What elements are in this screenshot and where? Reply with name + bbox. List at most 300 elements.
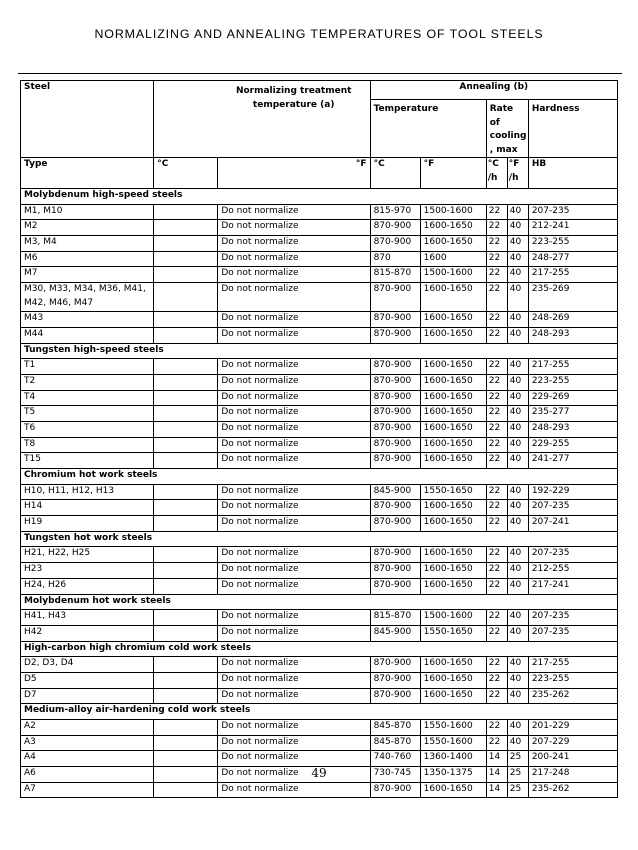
- anneal-c-cell: 845-900: [370, 625, 420, 641]
- steel-type-cell: H23: [21, 563, 154, 579]
- hardness-cell: 229-269: [528, 390, 617, 406]
- rate-c-cell: 22: [486, 657, 507, 673]
- table-row: [21, 657, 618, 673]
- normalizing-header-line2: temperature (a): [252, 99, 335, 110]
- rate-f-cell: 40: [507, 312, 528, 328]
- hardness-cell: 207-235: [528, 204, 617, 220]
- normalize-cell: Do not normalize: [218, 251, 370, 267]
- hardness-cell: 207-235: [528, 500, 617, 516]
- rate-f-cell: 40: [507, 516, 528, 532]
- rate-header-line3: , max: [489, 144, 518, 155]
- anneal-f-cell: 1600-1650: [420, 453, 486, 469]
- anneal-c-cell: 870-900: [370, 547, 420, 563]
- table-row: [21, 516, 618, 532]
- rate-f-cell: 40: [507, 251, 528, 267]
- steel-type-cell: T4: [21, 390, 154, 406]
- anneal-f-cell: 1600-1650: [420, 327, 486, 343]
- steel-type-cell: A3: [21, 735, 154, 751]
- rate-f-cell: 40: [507, 283, 528, 312]
- rate-f-header: [507, 158, 528, 189]
- anneal-f-header: °F: [420, 158, 486, 189]
- normalize-cell: Do not normalize: [218, 547, 370, 563]
- group-row: [21, 641, 618, 657]
- anneal-f-cell: 1600-1650: [420, 672, 486, 688]
- normalize-cell: Do not normalize: [218, 516, 370, 532]
- steel-type-cell: H24, H26: [21, 578, 154, 594]
- hardness-cell: 201-229: [528, 720, 617, 736]
- normalize-cell: Do not normalize: [218, 327, 370, 343]
- rate-c-cell: 22: [486, 359, 507, 375]
- hardness-cell: 207-235: [528, 625, 617, 641]
- normalize-c-cell: [154, 516, 218, 532]
- group-label: Molybdenum high-speed steels: [21, 189, 618, 205]
- steel-type-cell: M3, M4: [21, 236, 154, 252]
- rate-f-cell: 40: [507, 220, 528, 236]
- group-label: Tungsten high-speed steels: [21, 343, 618, 359]
- normalize-c-header: °C: [154, 158, 218, 189]
- rate-f-cell: 40: [507, 688, 528, 704]
- rate-f-cell: 40: [507, 421, 528, 437]
- steel-type-cell: M7: [21, 267, 154, 283]
- normalize-c-cell: [154, 374, 218, 390]
- type-header: Type: [21, 158, 154, 189]
- anneal-f-cell: 1600-1650: [420, 563, 486, 579]
- group-label: Tungsten hot work steels: [21, 531, 618, 547]
- group-label: Molybdenum hot work steels: [21, 594, 618, 610]
- rate-f-cell: 40: [507, 267, 528, 283]
- anneal-f-cell: 1600-1650: [420, 437, 486, 453]
- steel-type-cell: H14: [21, 500, 154, 516]
- anneal-c-cell: 870-900: [370, 688, 420, 704]
- normalize-c-cell: [154, 751, 218, 767]
- hardness-cell: 223-255: [528, 236, 617, 252]
- anneal-f-cell: 1600-1650: [420, 500, 486, 516]
- normalize-c-cell: [154, 283, 218, 312]
- rate-c-cell: 22: [486, 688, 507, 704]
- normalize-cell: Do not normalize: [218, 390, 370, 406]
- rate-c-cell: 22: [486, 251, 507, 267]
- steel-type-cell: T5: [21, 406, 154, 422]
- anneal-f-cell: 1500-1600: [420, 610, 486, 626]
- table-row: [21, 251, 618, 267]
- rate-f-cell: 40: [507, 610, 528, 626]
- hardness-cell: 248-293: [528, 421, 617, 437]
- hardness-cell: 207-229: [528, 735, 617, 751]
- table-row: [21, 578, 618, 594]
- anneal-c-cell: 870-900: [370, 327, 420, 343]
- anneal-c-cell: 870-900: [370, 374, 420, 390]
- anneal-c-cell: 815-970: [370, 204, 420, 220]
- hardness-cell: 207-235: [528, 610, 617, 626]
- normalize-cell: Do not normalize: [218, 220, 370, 236]
- rate-f-cell: 25: [507, 767, 528, 783]
- anneal-c-cell: 870-900: [370, 563, 420, 579]
- anneal-c-cell: 740-760: [370, 751, 420, 767]
- steel-type-cell: T15: [21, 453, 154, 469]
- table-row: [21, 390, 618, 406]
- rate-f-cell: 40: [507, 453, 528, 469]
- header-rule: [18, 73, 622, 74]
- rate-c-cell: 22: [486, 390, 507, 406]
- anneal-c-cell: 870-900: [370, 672, 420, 688]
- hb-header: HB: [528, 158, 617, 189]
- rate-c-cell: 22: [486, 563, 507, 579]
- normalize-c-cell: [154, 359, 218, 375]
- table-row: [21, 359, 618, 375]
- rate-f-cell: 40: [507, 500, 528, 516]
- normalize-cell: Do not normalize: [218, 437, 370, 453]
- table-row: [21, 374, 618, 390]
- steel-type-cell: T2: [21, 374, 154, 390]
- steel-type-cell: M2: [21, 220, 154, 236]
- anneal-f-cell: 1600-1650: [420, 374, 486, 390]
- normalize-cell: Do not normalize: [218, 484, 370, 500]
- rate-f-cell: 40: [507, 374, 528, 390]
- normalize-cell: Do not normalize: [218, 312, 370, 328]
- rate-c-cell: 22: [486, 610, 507, 626]
- anneal-c-cell: 870-900: [370, 283, 420, 312]
- rate-c-cell: 22: [486, 374, 507, 390]
- steel-header: Steel: [21, 81, 154, 158]
- rate-f-cell: 40: [507, 236, 528, 252]
- rate-f-cell: 40: [507, 327, 528, 343]
- anneal-f-cell: 1550-1650: [420, 484, 486, 500]
- group-label: High-carbon high chromium cold work steels: [21, 641, 618, 657]
- hardness-cell: 235-277: [528, 406, 617, 422]
- table-row: [21, 625, 618, 641]
- group-label: Medium-alloy air-hardening cold work steels: [21, 704, 618, 720]
- normalizing-header: [218, 81, 370, 158]
- normalize-cell: Do not normalize: [218, 359, 370, 375]
- anneal-c-cell: 870-900: [370, 236, 420, 252]
- group-row: [21, 343, 618, 359]
- table-row: [21, 236, 618, 252]
- rate-f-cell: 40: [507, 672, 528, 688]
- steel-type-cell: T1: [21, 359, 154, 375]
- rate-f-cell: 40: [507, 625, 528, 641]
- normalize-cell: Do not normalize: [218, 374, 370, 390]
- anneal-f-cell: 1600-1650: [420, 547, 486, 563]
- anneal-f-cell: 1500-1600: [420, 267, 486, 283]
- hardness-cell: 248-269: [528, 312, 617, 328]
- page-number: 49: [311, 766, 327, 780]
- normalize-cell: Do not normalize: [218, 204, 370, 220]
- table-row: [21, 751, 618, 767]
- normalize-cell: Do not normalize: [218, 657, 370, 673]
- anneal-c-cell: 815-870: [370, 267, 420, 283]
- annealing-header: Annealing (b): [370, 81, 617, 100]
- normalize-c-cell: [154, 406, 218, 422]
- normalize-cell: Do not normalize: [218, 500, 370, 516]
- blank-header-cell-2: [218, 158, 322, 189]
- rate-c-cell: 22: [486, 236, 507, 252]
- temperature-header: Temperature: [370, 100, 486, 158]
- steel-type-cell: A7: [21, 782, 154, 798]
- anneal-c-cell: 870: [370, 251, 420, 267]
- hardness-cell: 248-277: [528, 251, 617, 267]
- normalize-cell: Do not normalize: [218, 421, 370, 437]
- normalize-c-cell: [154, 735, 218, 751]
- anneal-f-cell: 1600: [420, 251, 486, 267]
- normalize-c-cell: [154, 610, 218, 626]
- rate-f-cell: 40: [507, 484, 528, 500]
- table-row: [21, 500, 618, 516]
- anneal-c-cell: 870-900: [370, 578, 420, 594]
- anneal-c-cell: 730-745: [370, 767, 420, 783]
- rate-c-header: [486, 158, 507, 189]
- anneal-c-cell: 870-900: [370, 516, 420, 532]
- hardness-cell: 235-262: [528, 688, 617, 704]
- table-row: [21, 782, 618, 798]
- rate-f-line2: /h: [508, 172, 519, 183]
- steel-type-cell: T6: [21, 421, 154, 437]
- table-row: [21, 720, 618, 736]
- anneal-f-cell: 1600-1650: [420, 782, 486, 798]
- steel-type-cell: H21, H22, H25: [21, 547, 154, 563]
- normalize-c-cell: [154, 204, 218, 220]
- rate-c-cell: 22: [486, 735, 507, 751]
- rate-f-cell: 40: [507, 437, 528, 453]
- rate-f-cell: 40: [507, 204, 528, 220]
- rate-c-cell: 22: [486, 672, 507, 688]
- table-row: [21, 204, 618, 220]
- hardness-cell: 223-255: [528, 374, 617, 390]
- hardness-cell: 217-255: [528, 657, 617, 673]
- rate-f-cell: 25: [507, 751, 528, 767]
- normalize-cell: Do not normalize: [218, 688, 370, 704]
- normalize-c-cell: [154, 688, 218, 704]
- blank-header-cell: [154, 81, 218, 158]
- hardness-cell: 192-229: [528, 484, 617, 500]
- rate-header-line2: cooling: [489, 131, 527, 141]
- rate-c-cell: 22: [486, 327, 507, 343]
- normalize-cell: Do not normalize: [218, 283, 370, 312]
- normalize-cell: Do not normalize: [218, 610, 370, 626]
- steel-type-cell: M1, M10: [21, 204, 154, 220]
- rate-f-line1: °F: [508, 159, 520, 169]
- hardness-cell: 212-241: [528, 220, 617, 236]
- rate-c-cell: 22: [486, 312, 507, 328]
- anneal-f-cell: 1600-1650: [420, 390, 486, 406]
- rate-f-cell: 40: [507, 657, 528, 673]
- anneal-c-header: °C: [370, 158, 420, 189]
- rate-f-cell: 40: [507, 547, 528, 563]
- steel-type-cell: A4: [21, 751, 154, 767]
- anneal-f-cell: 1550-1600: [420, 735, 486, 751]
- normalize-cell: Do not normalize: [218, 782, 370, 798]
- normalize-cell: Do not normalize: [218, 563, 370, 579]
- rate-c-cell: 22: [486, 625, 507, 641]
- rate-header: [486, 100, 528, 158]
- normalize-cell: Do not normalize: [218, 720, 370, 736]
- group-row: [21, 469, 618, 485]
- table-row: [21, 267, 618, 283]
- anneal-f-cell: 1600-1650: [420, 578, 486, 594]
- rate-f-cell: 40: [507, 578, 528, 594]
- anneal-f-cell: 1550-1600: [420, 720, 486, 736]
- rate-f-cell: 40: [507, 720, 528, 736]
- anneal-f-cell: 1550-1650: [420, 625, 486, 641]
- anneal-c-cell: 870-900: [370, 220, 420, 236]
- hardness-cell: 217-255: [528, 267, 617, 283]
- anneal-c-cell: 870-900: [370, 359, 420, 375]
- rate-c-line2: /h: [487, 172, 498, 183]
- hardness-cell: 229-255: [528, 437, 617, 453]
- hardness-cell: 223-255: [528, 672, 617, 688]
- normalize-cell: Do not normalize: [218, 406, 370, 422]
- steel-type-cell: M43: [21, 312, 154, 328]
- steel-type-cell: M44: [21, 327, 154, 343]
- hardness-cell: 248-293: [528, 327, 617, 343]
- anneal-c-cell: 815-870: [370, 610, 420, 626]
- steel-type-cell: T8: [21, 437, 154, 453]
- rate-c-cell: 22: [486, 406, 507, 422]
- rate-c-cell: 22: [486, 720, 507, 736]
- tool-steel-table: [20, 80, 618, 798]
- normalize-f-header: °F: [322, 158, 370, 189]
- anneal-c-cell: 845-870: [370, 735, 420, 751]
- table-row: [21, 672, 618, 688]
- normalize-c-cell: [154, 720, 218, 736]
- anneal-f-cell: 1600-1650: [420, 359, 486, 375]
- rate-c-cell: 22: [486, 500, 507, 516]
- normalize-c-cell: [154, 547, 218, 563]
- hardness-cell: 217-248: [528, 767, 617, 783]
- hardness-cell: 217-241: [528, 578, 617, 594]
- page-title: NORMALIZING AND ANNEALING TEMPERATURES OF TOOL STEELS: [94, 27, 544, 41]
- hardness-cell: 212-255: [528, 563, 617, 579]
- anneal-c-cell: 870-900: [370, 657, 420, 673]
- steel-type-cell: D7: [21, 688, 154, 704]
- anneal-f-cell: 1600-1650: [420, 236, 486, 252]
- rate-f-cell: 40: [507, 735, 528, 751]
- table-row: [21, 406, 618, 422]
- table-row: [21, 220, 618, 236]
- table-row: [21, 563, 618, 579]
- anneal-c-cell: 870-900: [370, 782, 420, 798]
- rate-c-line1: °C: [487, 159, 499, 169]
- table-row: [21, 610, 618, 626]
- normalize-c-cell: [154, 236, 218, 252]
- normalize-c-cell: [154, 437, 218, 453]
- normalize-cell: Do not normalize: [218, 236, 370, 252]
- steel-type-cell: M6: [21, 251, 154, 267]
- normalize-c-cell: [154, 220, 218, 236]
- anneal-f-cell: 1600-1650: [420, 283, 486, 312]
- header-row-3: [21, 158, 618, 189]
- hardness-cell: 235-262: [528, 782, 617, 798]
- rate-c-cell: 22: [486, 204, 507, 220]
- steel-type-cell: H10, H11, H12, H13: [21, 484, 154, 500]
- normalize-c-cell: [154, 578, 218, 594]
- group-row: [21, 594, 618, 610]
- normalize-c-cell: [154, 484, 218, 500]
- normalize-c-cell: [154, 657, 218, 673]
- rate-c-cell: 22: [486, 220, 507, 236]
- rate-f-cell: 25: [507, 782, 528, 798]
- table-row: [21, 421, 618, 437]
- normalize-c-cell: [154, 500, 218, 516]
- group-row: [21, 704, 618, 720]
- rate-c-cell: 22: [486, 484, 507, 500]
- normalize-cell: Do not normalize: [218, 453, 370, 469]
- steel-type-cell: H42: [21, 625, 154, 641]
- hardness-cell: 235-269: [528, 283, 617, 312]
- anneal-c-cell: 870-900: [370, 406, 420, 422]
- normalize-cell: Do not normalize: [218, 735, 370, 751]
- anneal-f-cell: 1600-1650: [420, 406, 486, 422]
- steel-type-cell: D2, D3, D4: [21, 657, 154, 673]
- anneal-c-cell: 845-900: [370, 484, 420, 500]
- rate-header-line1: Rate of: [489, 104, 514, 128]
- rate-c-cell: 14: [486, 767, 507, 783]
- anneal-f-cell: 1350-1375: [420, 767, 486, 783]
- normalize-c-cell: [154, 390, 218, 406]
- normalize-c-cell: [154, 625, 218, 641]
- steel-type-cell: D5: [21, 672, 154, 688]
- rate-c-cell: 22: [486, 283, 507, 312]
- rate-c-cell: 22: [486, 267, 507, 283]
- rate-c-cell: 22: [486, 421, 507, 437]
- hardness-header: Hardness: [528, 100, 617, 158]
- anneal-c-cell: 870-900: [370, 500, 420, 516]
- anneal-c-cell: 870-900: [370, 437, 420, 453]
- normalize-c-cell: [154, 251, 218, 267]
- group-row: [21, 531, 618, 547]
- table-row: [21, 547, 618, 563]
- table-row: [21, 312, 618, 328]
- rate-f-cell: 40: [507, 390, 528, 406]
- rate-c-cell: 22: [486, 453, 507, 469]
- table-row: [21, 327, 618, 343]
- rate-c-cell: 22: [486, 516, 507, 532]
- hardness-cell: 207-241: [528, 516, 617, 532]
- table-row: [21, 283, 618, 312]
- normalize-c-cell: [154, 453, 218, 469]
- steel-type-cell: H41, H43: [21, 610, 154, 626]
- hardness-cell: 207-235: [528, 547, 617, 563]
- anneal-c-cell: 845-870: [370, 720, 420, 736]
- anneal-f-cell: 1600-1650: [420, 312, 486, 328]
- anneal-f-cell: 1500-1600: [420, 204, 486, 220]
- anneal-c-cell: 870-900: [370, 453, 420, 469]
- normalize-cell: Do not normalize: [218, 672, 370, 688]
- anneal-f-cell: 1600-1650: [420, 516, 486, 532]
- group-label: Chromium hot work steels: [21, 469, 618, 485]
- normalize-cell: Do not normalize: [218, 767, 370, 783]
- steel-type-cell: M30, M33, M34, M36, M41, M42, M46, M47: [21, 283, 154, 312]
- anneal-f-cell: 1600-1650: [420, 421, 486, 437]
- normalize-cell: Do not normalize: [218, 267, 370, 283]
- normalize-cell: Do not normalize: [218, 625, 370, 641]
- normalize-c-cell: [154, 327, 218, 343]
- steel-type-cell: A2: [21, 720, 154, 736]
- rate-c-cell: 22: [486, 547, 507, 563]
- anneal-f-cell: 1600-1650: [420, 657, 486, 673]
- header-row-1: [21, 81, 618, 100]
- rate-c-cell: 14: [486, 782, 507, 798]
- steel-type-cell: H19: [21, 516, 154, 532]
- normalize-cell: Do not normalize: [218, 751, 370, 767]
- anneal-f-cell: 1360-1400: [420, 751, 486, 767]
- anneal-c-cell: 870-900: [370, 421, 420, 437]
- group-row: [21, 189, 618, 205]
- anneal-f-cell: 1600-1650: [420, 688, 486, 704]
- rate-f-cell: 40: [507, 359, 528, 375]
- rate-c-cell: 22: [486, 437, 507, 453]
- normalize-cell: Do not normalize: [218, 578, 370, 594]
- table-row: [21, 453, 618, 469]
